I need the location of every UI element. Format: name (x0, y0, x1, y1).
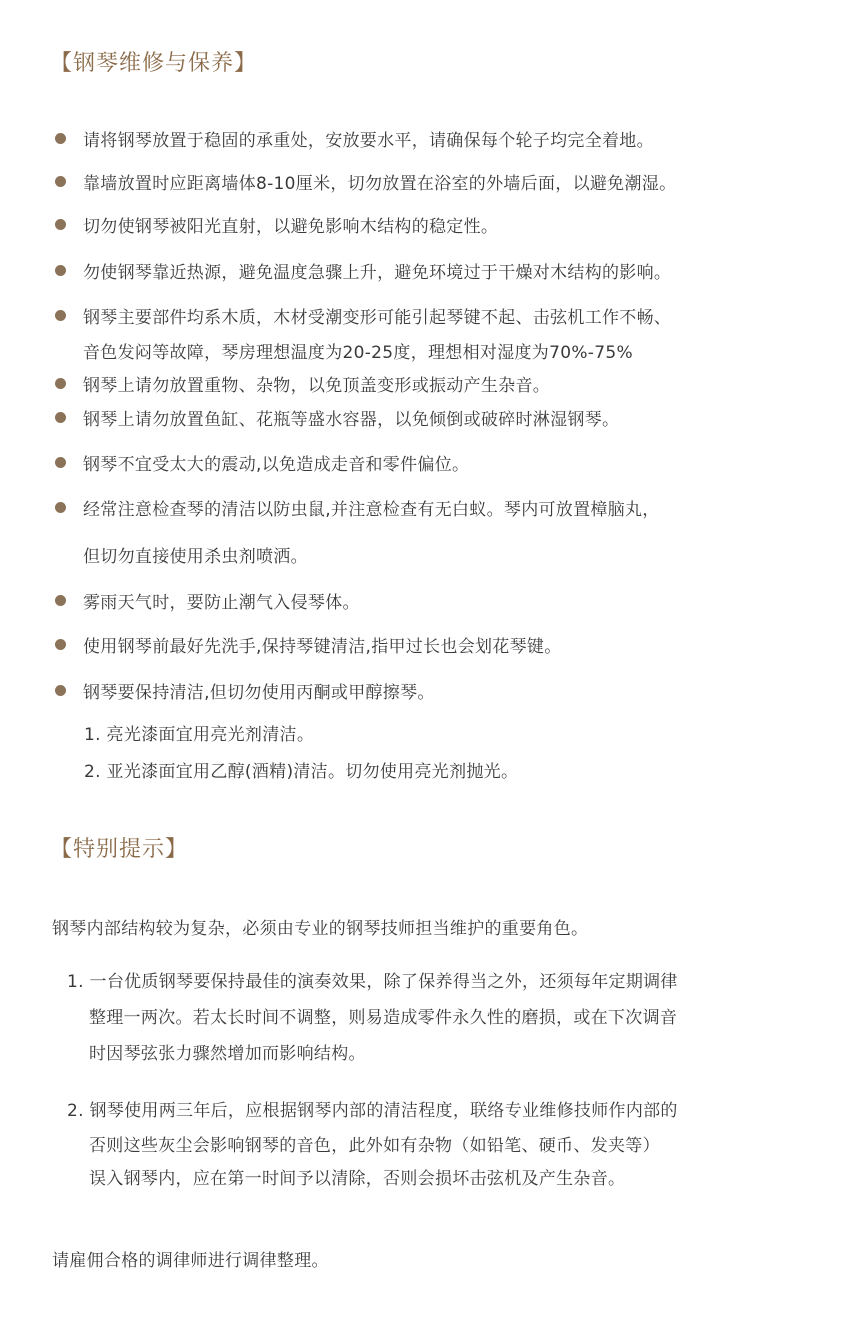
list-item: 经常注意检查琴的清洁以防虫鼠,并注意检查有无白蚁。琴内可放置樟脑丸， (83, 500, 660, 520)
sub-list-item: 2. 亚光漆面宜用乙醇(酒精)清洁。切勿使用亮光剂抛光。 (84, 762, 519, 782)
bullet-dot (55, 595, 66, 606)
bullet-dot (55, 265, 66, 276)
list-item: 勿使钢琴靠近热源，避免温度急骤上升，避免环境过于干燥对木结构的影响。 (83, 263, 672, 283)
numbered-item-continuation: 时因琴弦张力骤然增加而影响结构。 (89, 1044, 366, 1064)
section-title-special-notice: 【特别提示】 (50, 837, 189, 862)
list-item: 靠墙放置时应距离墙体8-10厘米，切勿放置在浴室的外墙后面，以避免潮湿。 (83, 174, 677, 194)
bullet-dot (55, 685, 66, 696)
list-item-continuation: 但切勿直接使用杀虫剂喷洒。 (83, 547, 308, 567)
list-item: 请将钢琴放置于稳固的承重处，安放要水平，请确保每个轮子均完全着地。 (83, 131, 654, 151)
list-item: 钢琴不宜受太大的震动,以免造成走音和零件偏位。 (83, 455, 470, 475)
numbered-item-continuation: 误入钢琴内，应在第一时间予以清除，否则会损坏击弦机及产生杂音。 (89, 1169, 626, 1189)
section-title-maintenance: 【钢琴维修与保养】 (50, 51, 258, 76)
sub-list-item: 1. 亮光漆面宜用亮光剂清洁。 (84, 725, 315, 745)
list-item: 雾雨天气时，要防止潮气入侵琴体。 (83, 593, 360, 613)
bullet-dot (55, 639, 66, 650)
numbered-item: 1. 一台优质钢琴要保持最佳的演奏效果，除了保养得当之外，还须每年定期调律 (67, 972, 678, 992)
intro-paragraph: 钢琴内部结构较为复杂，必须由专业的钢琴技师担当维护的重要角色。 (52, 919, 589, 939)
numbered-item: 2. 钢琴使用两三年后，应根据钢琴内部的清洁程度，联络专业维修技师作内部的 (67, 1101, 678, 1121)
numbered-item-continuation: 整理一两次。若太长时间不调整，则易造成零件永久性的磨损，或在下次调音 (89, 1008, 678, 1028)
bullet-dot (55, 457, 66, 468)
bullet-dot (55, 412, 66, 423)
bullet-dot (55, 502, 66, 513)
list-item: 钢琴上请勿放置鱼缸、花瓶等盛水容器，以免倾倒或破碎时淋湿钢琴。 (83, 410, 620, 430)
bullet-dot (55, 378, 66, 389)
bullet-dot (55, 133, 66, 144)
list-item: 钢琴主要部件均系木质，木材受潮变形可能引起琴键不起、击弦机工作不畅、 (83, 308, 672, 328)
bullet-dot (55, 219, 66, 230)
bullet-dot (55, 310, 66, 321)
list-item: 钢琴要保持清洁,但切勿使用丙酮或甲醇擦琴。 (83, 683, 435, 703)
closing-paragraph: 请雇佣合格的调律师进行调律整理。 (52, 1251, 329, 1271)
list-item-continuation: 音色发闷等故障，琴房理想温度为20-25度，理想相对湿度为70%-75% (83, 343, 633, 363)
list-item: 钢琴上请勿放置重物、杂物，以免顶盖变形或振动产生杂音。 (83, 376, 551, 396)
bullet-dot (55, 176, 66, 187)
numbered-item-continuation: 否则这些灰尘会影响钢琴的音色，此外如有杂物（如铅笔、硬币、发夹等） (89, 1136, 660, 1156)
list-item: 切勿使钢琴被阳光直射，以避免影响木结构的稳定性。 (83, 217, 499, 237)
list-item: 使用钢琴前最好先洗手,保持琴键清洁,指甲过长也会划花琴键。 (83, 637, 562, 657)
